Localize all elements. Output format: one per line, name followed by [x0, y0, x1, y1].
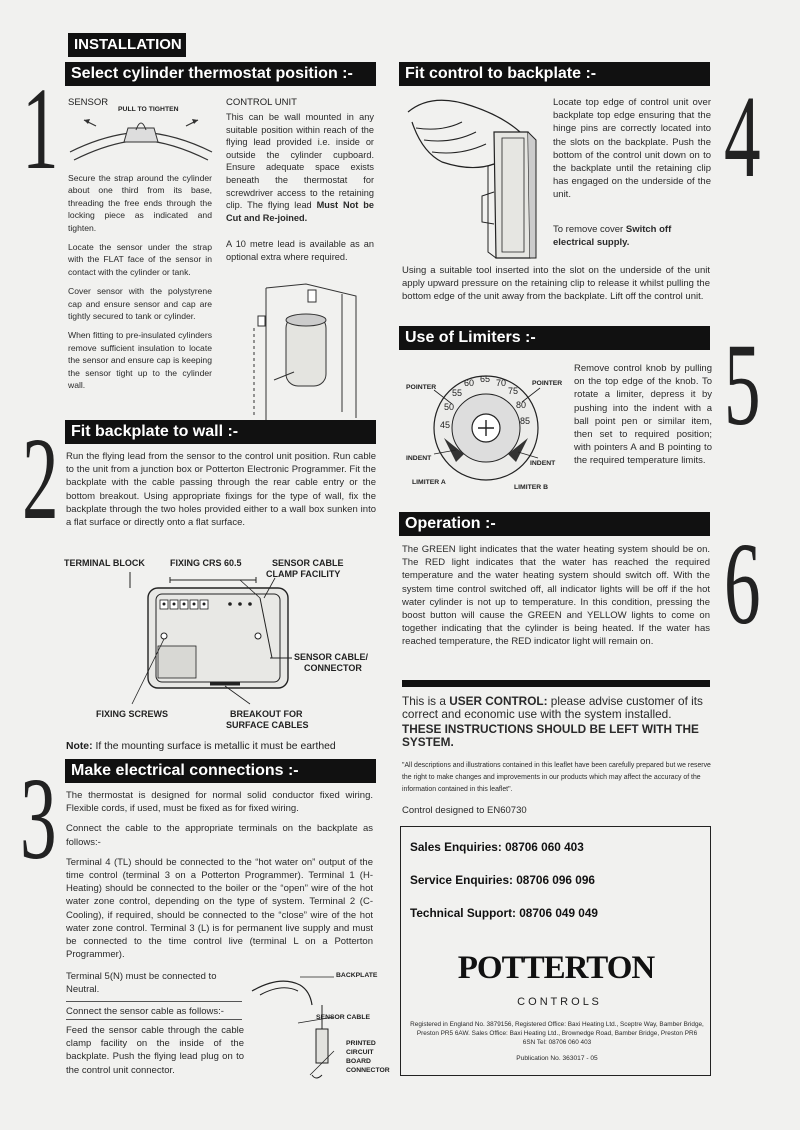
publication-number: Publication No. 363017 - 05	[516, 1055, 598, 1062]
control-unit-fitting-illustration	[402, 92, 544, 262]
sales-enquiries: Sales Enquiries: 08706 060 403	[410, 840, 584, 854]
limiter-text: Remove control knob by pulling on the top edge of the knob. To rotate a limiter, depress it by pushing into the indent with a ball point pen or similar item, then set to required position; with pointers A and B pointing to the required temperature limits.	[574, 363, 712, 467]
step-number-2: 2	[22, 413, 59, 544]
dial-scale-80: 80	[516, 400, 527, 410]
metallic-surface-note	[66, 741, 336, 752]
control-unit-text	[226, 111, 374, 224]
standard-text: Control designed to EN60730	[402, 805, 527, 816]
dial-scale-75: 75	[508, 386, 519, 396]
backplate-label: BACKPLATE	[336, 972, 378, 979]
breakout-label-1: BREAKOUT FOR	[230, 709, 303, 719]
fit-control-text: Locate top edge of control unit over backplate top edge ensuring that the hinge pins are correctly located into the slots on the backplate. Push the bottom of the control unit down on to the backplate until the retaining clip has engaged on the underside of the unit.	[553, 97, 711, 201]
limiter-dial-illustration	[404, 358, 568, 494]
fixing-screws-label: FIXING SCREWS	[96, 709, 169, 719]
electrical-text-2: Connect the cable to the appropriate terminals on the backplate as follows:-	[66, 823, 373, 848]
indent-right-label: INDENT	[530, 460, 556, 467]
step-number-6: 6	[724, 518, 761, 649]
user-control-text	[402, 695, 712, 721]
backplate-diagram	[60, 568, 370, 708]
sensor-cable-text: Feed the sensor cable through the cable clamp facility on the inside of the backplate. Push the flying lead plug on to the control unit connector.	[66, 1025, 244, 1076]
step-number-4: 4	[724, 71, 761, 202]
note-text: If the mounting surface is metallic it must be earthed	[95, 741, 336, 752]
sensor-strap-illustration	[66, 112, 216, 168]
connector-diagram	[250, 965, 340, 1085]
sensor-cable-label: SENSOR CABLE	[316, 1014, 371, 1021]
section-2-title: Fit backplate to wall :-	[65, 420, 376, 444]
note-label: Note:	[66, 741, 93, 752]
sensor-label: SENSOR	[68, 97, 109, 108]
neutral-text: Terminal 5(N) must be connected to Neutral.	[66, 971, 217, 996]
sensor-text-3: Cover sensor with the polystyrene cap and ensure sensor and cap are tightly secured to tank or cylinder.	[68, 286, 212, 322]
pointer-left-label: POINTER	[406, 384, 437, 391]
dial-scale-70: 70	[496, 378, 507, 388]
section-4-title: Fit control to backplate :-	[399, 62, 710, 86]
lead-note: A 10 metre lead is available as an optional extra where required.	[226, 239, 374, 262]
pull-to-tighten-label: PULL TO TIGHTEN	[118, 106, 179, 113]
sensor-cable-connector-label-2: CONNECTOR	[304, 663, 362, 673]
installation-header: INSTALLATION	[68, 33, 186, 57]
leave-instructions: THESE INSTRUCTIONS SHOULD BE LEFT WITH THE SYSTEM.	[402, 722, 699, 750]
sensor-cable-connector-label-1: SENSOR CABLE/	[294, 652, 369, 662]
controls-logo-text: C O N T R O L S	[517, 996, 599, 1008]
indent-left-label: INDENT	[406, 455, 432, 462]
cylinder-cupboard-illustration	[246, 280, 368, 420]
user-control-bold: USER CONTROL:	[449, 694, 548, 708]
dial-scale-85: 85	[520, 416, 531, 426]
potterton-logo: POTTERTON	[457, 950, 655, 986]
section-6-title: Operation :-	[399, 512, 710, 536]
technical-support: Technical Support: 08706 049 049	[410, 906, 598, 920]
limiter-b-label: LIMITER B	[514, 484, 548, 491]
pointer-right-label: POINTER	[532, 380, 563, 387]
pcb-label-4: CONNECTOR	[346, 1067, 390, 1074]
sensor-text-4: When fitting to pre-insulated cylinders remove sufficient insulation to locate the sensor and ensure cap is keeping the sensor tight up to the cylinder wall.	[68, 330, 212, 391]
operation-text: The GREEN light indicates that the water heating system should be on. The RED light indicates that the water has reached the required temperature and the water heating system should switch off. With the system time control switched off, all indicator lights will be off if the hot water cylinder is not up to temperature. In this condition, pressing the boost button will cause the GREEN and YELLOW lights to come on together indicating that the cylinder is being heated. If the water has reached temperature, the RED indicator light will remain on.	[402, 544, 710, 648]
user-control-suffix: please advise customer of its correct and economic use with the system installed.	[402, 694, 703, 722]
pcb-label-2: CIRCUIT	[346, 1049, 374, 1056]
section-5-title: Use of Limiters :-	[399, 326, 710, 350]
sensor-cable-clamp-label-1: SENSOR CABLE	[272, 558, 344, 568]
pcb-label-3: BOARD	[346, 1058, 371, 1065]
disclaimer: "All descriptions and illustrations contained in this leaflet have been carefully prepared but we reserve the right to make changes and improvements in our products which may affect the accuracy of the information contained in this leaflet".	[402, 762, 711, 793]
breakout-label-2: SURFACE CABLES	[226, 720, 309, 730]
limiter-a-label: LIMITER A	[412, 479, 446, 486]
sensor-text-1: Secure the strap around the cylinder about one third from its base, threading the free ends through the locking piece as indicated and tighten.	[68, 173, 212, 233]
step-number-5: 5	[724, 319, 761, 450]
sensor-instructions	[68, 172, 212, 399]
dial-scale-55: 55	[452, 388, 463, 398]
user-control-rule	[402, 680, 710, 687]
electrical-text-1: The thermostat is designed for normal solid conductor fixed wiring. Flexible cords, if used, must be fixed as for fixed wiring.	[66, 790, 373, 815]
step-number-3: 3	[20, 753, 57, 884]
registered-office: Registered in England No. 3879156, Registered Office: Baxi Heating Ltd., Sceptre Way, Bamber Bridge, Preston PR5 6AW. Sales Office: Baxi Heating Ltd., Brownedge Road, Bamber Bridge, Preston PR6 6SN Tel: 08706 060 403	[410, 1021, 704, 1046]
neutral-divider	[66, 1001, 242, 1002]
electrical-text-3: Terminal 4 (TL) should be connected to the “hot water on” output of the time control (terminal 3 on a Potterton Programmer). Terminal 1 (H-Heating) should be connected to the boiler or the “open” wire of the hot water zone control, depending on the type of system. Terminal 2 (C-Cooling), if required, should be connected to the “close” wire of the hot water zone control. Terminal 3 (L) is for permanent live supply and must be connected to the time control live (terminal L on a Potterton Programmer).	[66, 856, 373, 961]
sensor-cable-clamp-label-2: CLAMP FACILITY	[266, 569, 341, 579]
sensor-text-2: Locate the sensor under the strap with the FLAT face of the sensor in contact with the cylinder or tank.	[68, 242, 212, 277]
control-unit-label: CONTROL UNIT	[226, 97, 297, 108]
dial-scale-65: 65	[480, 374, 491, 384]
user-control-prefix: This is a	[402, 694, 446, 708]
switch-off-warning: Switch off electrical supply.	[553, 224, 672, 249]
backplate-text: Run the flying lead from the sensor to the control unit position. Run cable to the unit from a junction box or Potterton Electronic Programmer. Fit the backplate with the cable passing through the rear cable entry or the bottom breakout. Using appropriate fixings for the type of wall, fix the backplate through the two holes provided either to a wall box sunken into a flat surface or directly onto a flat surface.	[66, 451, 376, 529]
step-number-1: 1	[22, 63, 59, 194]
pcb-label-1: PRINTED	[346, 1040, 376, 1047]
sensor-cable-divider	[66, 1019, 242, 1020]
fixing-crs-label: FIXING CRS 60.5	[170, 558, 242, 568]
electrical-text	[66, 789, 373, 968]
remove-cover-text	[553, 223, 711, 249]
do-not-cut-warning: Must Not be Cut and Re-joined.	[226, 200, 374, 223]
sensor-cable-intro: Connect the sensor cable as follows:-	[66, 1006, 224, 1017]
section-3-title: Make electrical connections :-	[65, 759, 376, 783]
dial-scale-50: 50	[444, 402, 455, 412]
release-clip-text: Using a suitable tool inserted into the slot on the underside of the unit apply upward pressure on the retaining clip to release it whilst pulling the bottom edge of the unit away from the backplate. Lift off the control unit.	[402, 265, 710, 303]
remove-cover-label: To remove cover	[553, 224, 624, 235]
section-1-title: Select cylinder thermostat position :-	[65, 62, 376, 86]
dial-scale-60: 60	[464, 378, 475, 388]
service-enquiries: Service Enquiries: 08706 096 096	[410, 873, 595, 887]
control-unit-description: This can be wall mounted in any suitable position within reach of the flying lead provided i.e. inside or outside the cylinder cupboard. Ensure adequate space exists beneath the thermostat for screwdriver access to the retaining clip. The flying lead	[226, 112, 374, 211]
terminal-block-label: TERMINAL BLOCK	[64, 558, 145, 568]
dial-scale-45: 45	[440, 420, 451, 430]
